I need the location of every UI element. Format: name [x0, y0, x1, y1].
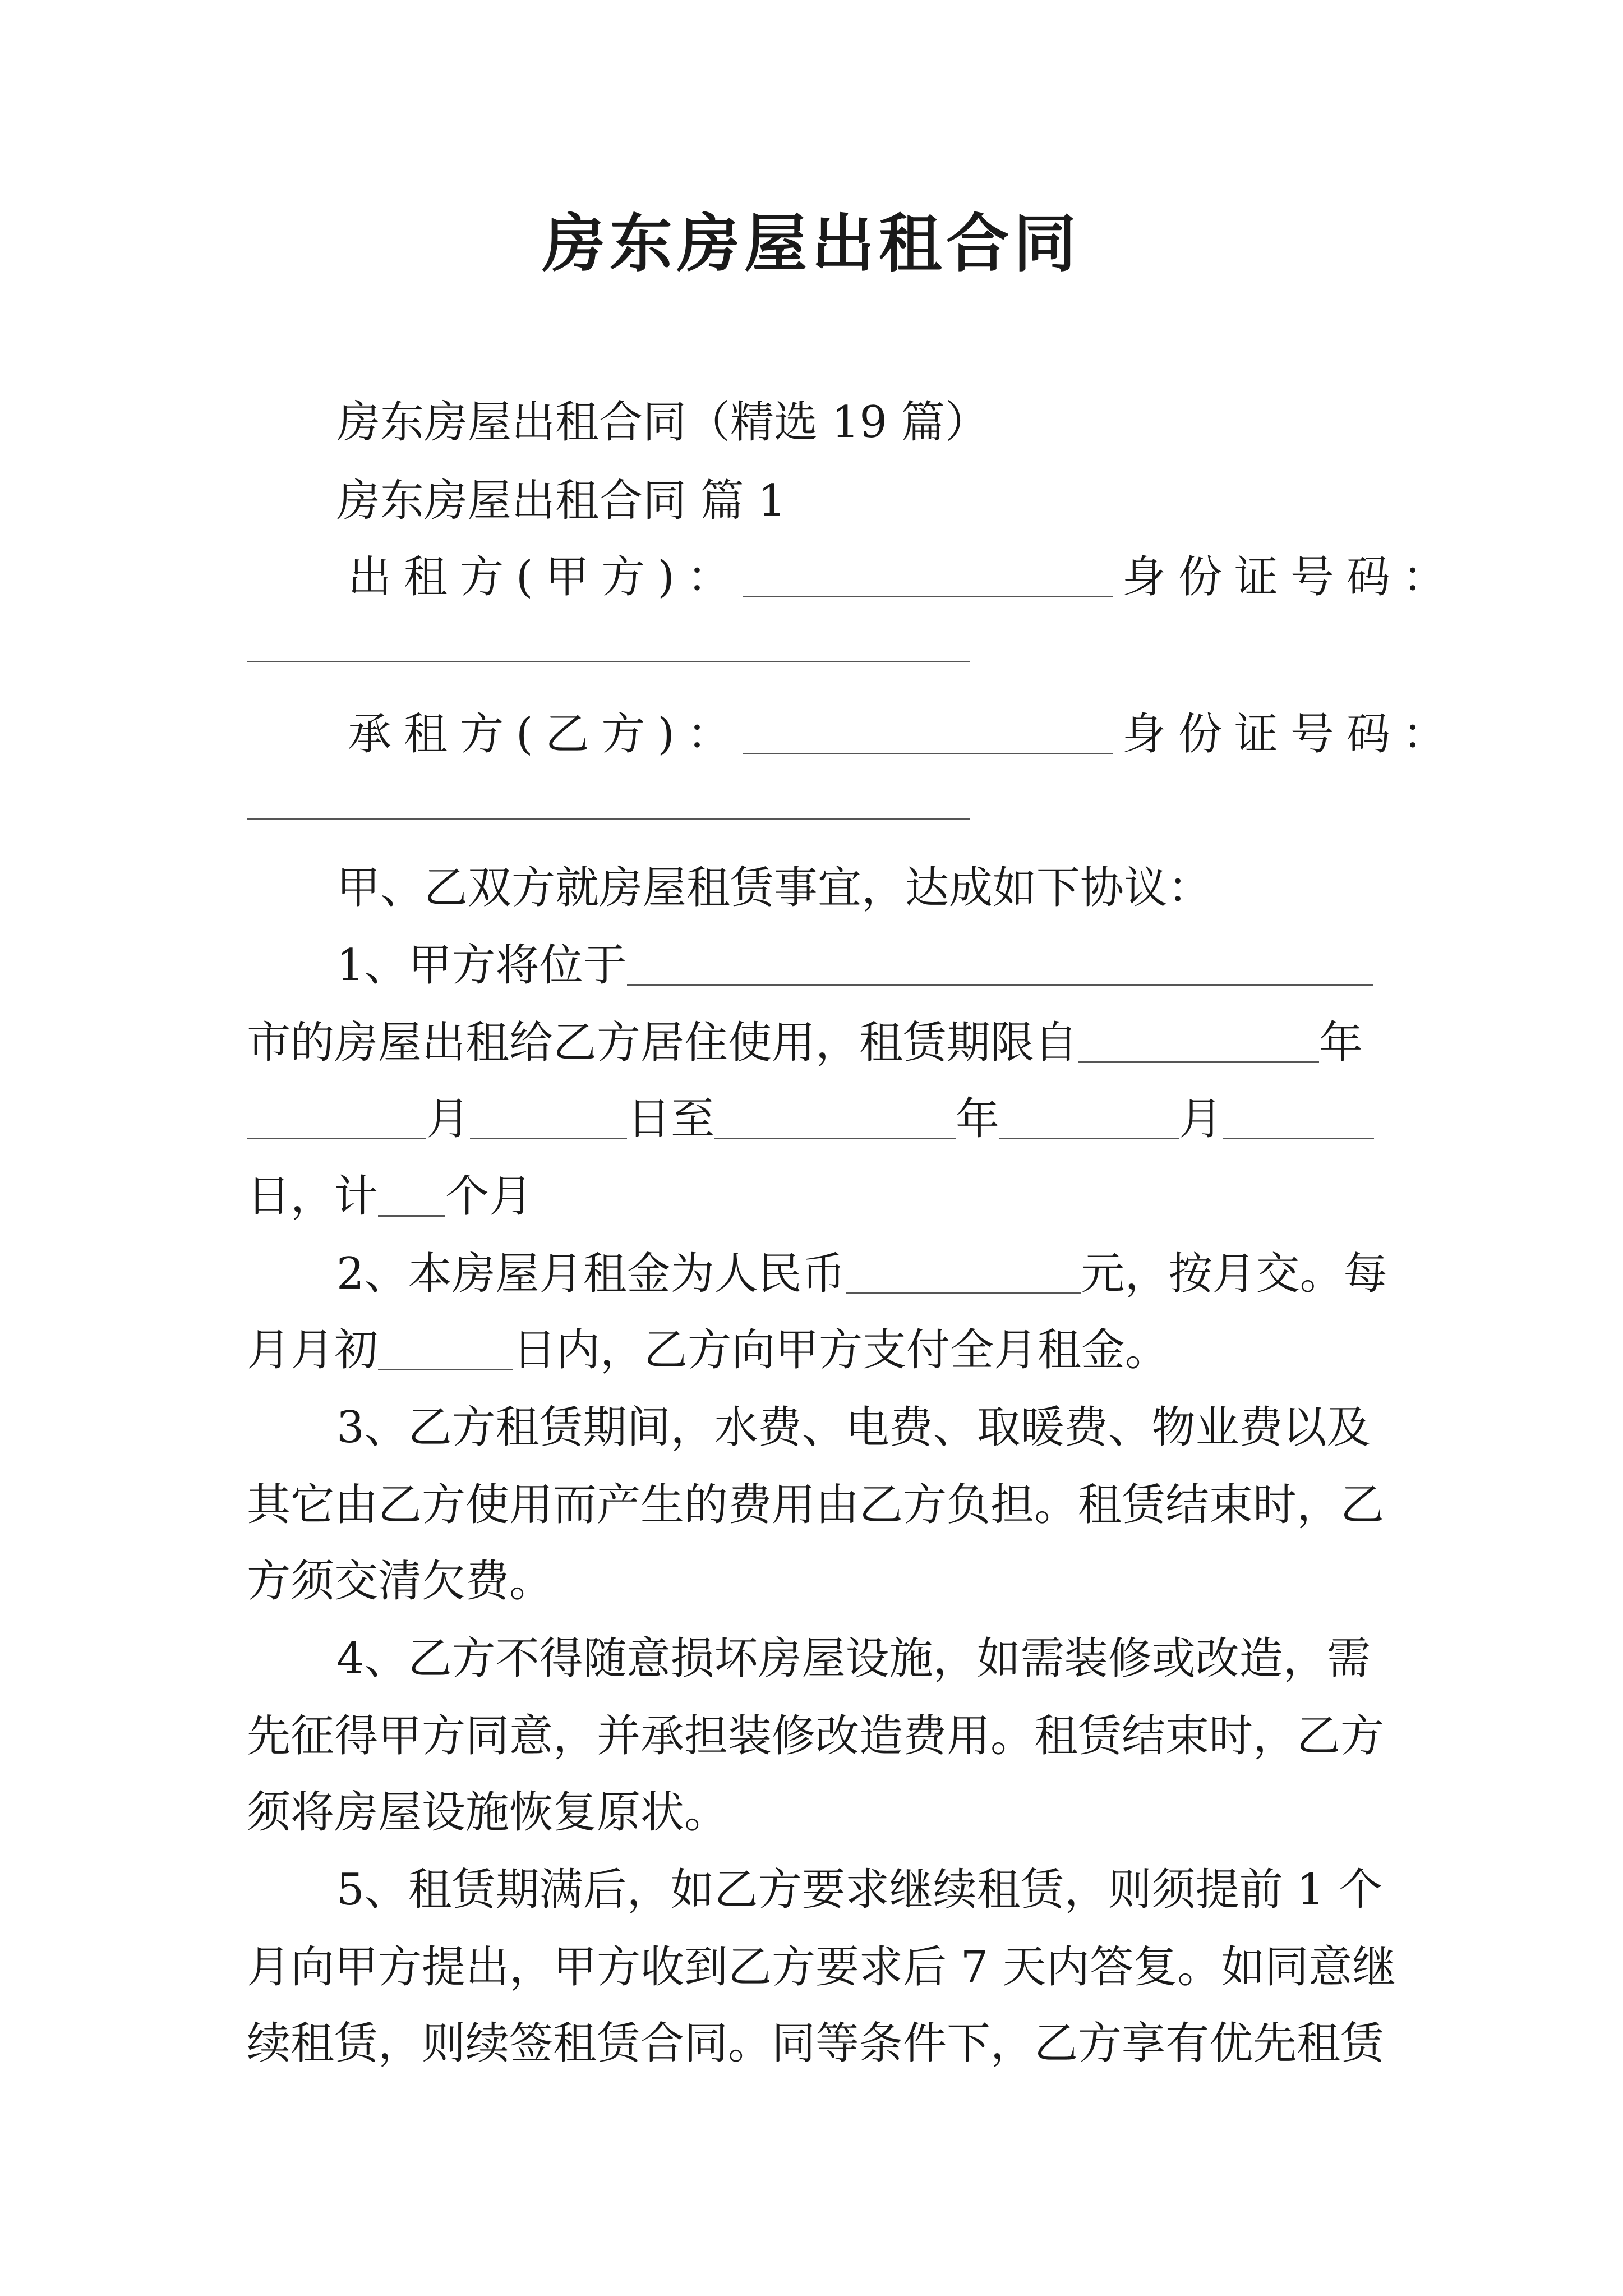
- clause-1-text: 1、甲方将位于: [336, 940, 627, 991]
- end-year-blank[interactable]: [714, 1098, 956, 1139]
- clause-1-line-3: [247, 1084, 1385, 1147]
- document-title: 房东房屋出租合同: [542, 207, 1081, 280]
- day-count-label: 日，计: [247, 1171, 379, 1222]
- clause-5-line-1: 5、租赁期满后，如乙方要求继续租赁，则须提前 1 个: [336, 1865, 1382, 1915]
- clause-2-text-4: 日内，乙方向甲方支付全月租金。: [513, 1325, 1169, 1375]
- clause-2-line-1: [336, 1239, 1385, 1301]
- month-label: 月: [426, 1094, 471, 1144]
- end-day-blank[interactable]: [1223, 1098, 1374, 1139]
- clause-3-line-1: 3、乙方租赁期间，水费、电费、取暖费、物业费以及: [336, 1402, 1371, 1453]
- year-label: 年: [956, 1094, 1000, 1144]
- address-blank[interactable]: [627, 945, 1373, 986]
- lessee-label: 承租方(乙方)：: [348, 709, 743, 760]
- lessor-id-blank[interactable]: [247, 661, 970, 662]
- clause-2-line-2: [247, 1315, 1385, 1378]
- clause-5-line-2: 月向甲方提出，甲方收到乙方要求后 7 天内答复。如同意继: [247, 1942, 1396, 1993]
- months-label: 个月: [445, 1171, 533, 1222]
- rent-amount-blank[interactable]: [846, 1253, 1081, 1294]
- start-day-blank[interactable]: [470, 1098, 627, 1139]
- subtitle: 房东房屋出租合同（精选 19 篇）: [336, 397, 989, 448]
- lessee-name-blank[interactable]: [743, 714, 1113, 754]
- clause-2-text-2: 元，按月交。每: [1081, 1249, 1387, 1299]
- clause-1-text-2: 市的房屋出租给乙方居住使用，租赁期限自: [247, 1018, 1078, 1068]
- clause-4-line-1: 4、乙方不得随意损坏房屋设施，如需装修或改造，需: [336, 1634, 1371, 1684]
- clause-2-text: 2、本房屋月租金为人民币: [336, 1249, 846, 1299]
- lessor-line: [348, 542, 1486, 605]
- year-label: 年: [1319, 1018, 1363, 1068]
- pay-day-blank[interactable]: [378, 1329, 513, 1370]
- clause-4-line-3: 须将房屋设施恢复原状。: [247, 1787, 728, 1838]
- clause-4-line-2: 先征得甲方同意，并承担装修改造费用。租赁结束时，乙方: [247, 1711, 1385, 1761]
- lessee-id-label: 身份证号码：: [1122, 709, 1459, 760]
- clause-1-line-2: [247, 1007, 1385, 1070]
- clause-5-line-3: 续租赁，则续签租赁合同。同等条件下，乙方享有优先租赁: [247, 2018, 1385, 2069]
- month-label: 月: [1179, 1094, 1223, 1144]
- clause-2-text-3: 月月初: [247, 1325, 379, 1375]
- clause-3-line-3: 方须交清欠费。: [247, 1556, 554, 1607]
- section-heading: 房东房屋出租合同 篇 1: [336, 476, 786, 526]
- clause-1-line-4: [247, 1161, 1385, 1224]
- lessor-name-blank[interactable]: [743, 556, 1113, 597]
- clause-1-line-1: [336, 930, 1385, 993]
- intro-paragraph: 甲、乙双方就房屋租赁事宜，达成如下协议：: [336, 863, 1212, 913]
- lessor-id-label: 身份证号码：: [1122, 552, 1459, 602]
- lessee-line: [348, 699, 1486, 762]
- clause-3-line-2: 其它由乙方使用而产生的费用由乙方负担。租赁结束时，乙: [247, 1480, 1385, 1530]
- lessor-label: 出租方(甲方)：: [348, 552, 743, 602]
- months-count-blank[interactable]: [378, 1176, 445, 1217]
- start-year-blank[interactable]: [1078, 1022, 1319, 1063]
- lessee-id-blank[interactable]: [247, 818, 970, 820]
- start-month-blank[interactable]: [247, 1098, 426, 1139]
- day-to-label: 日至: [627, 1094, 715, 1144]
- end-month-blank[interactable]: [999, 1098, 1179, 1139]
